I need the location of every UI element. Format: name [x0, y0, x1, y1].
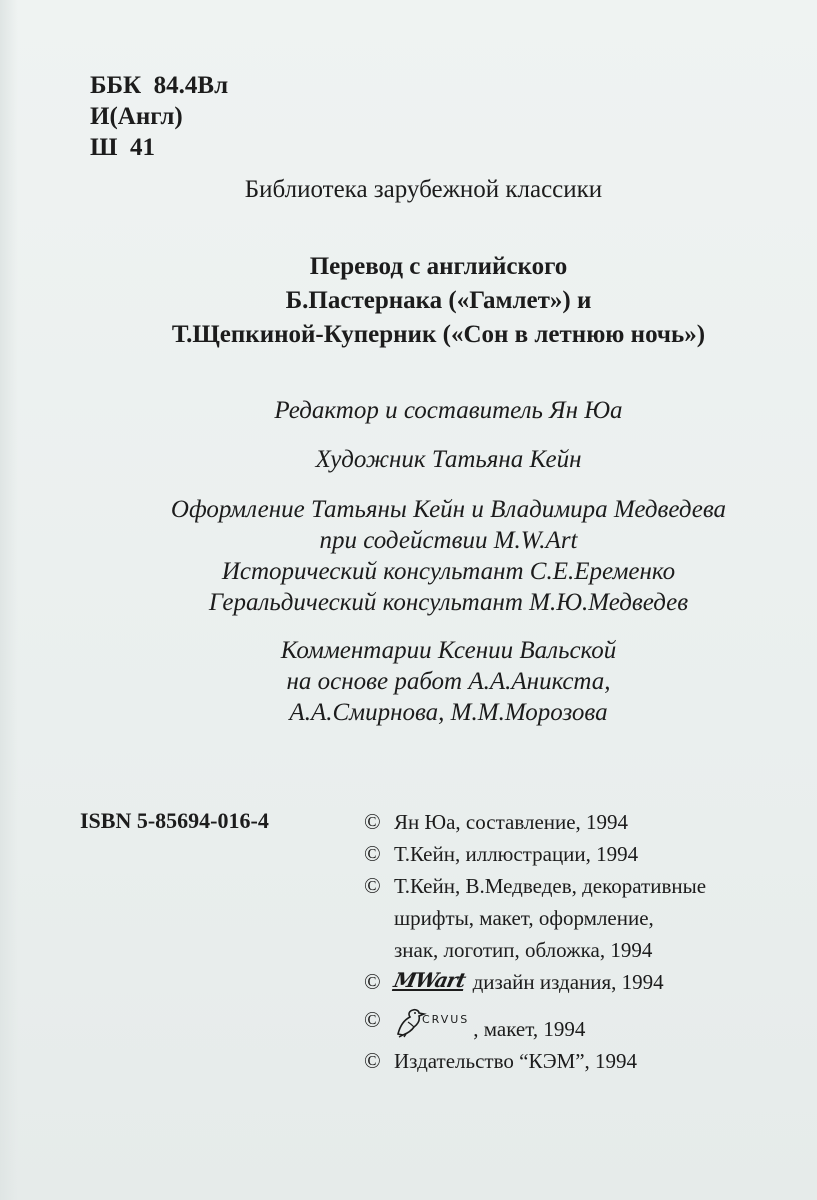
copyright-text: Издательство “КЭМ”, 1994	[394, 1049, 638, 1073]
series-title: Библиотека зарубежной классики	[244, 176, 603, 203]
copyright-icon: ©	[364, 873, 381, 898]
copyright-icon: ©	[364, 1048, 381, 1073]
copyright-text: , макет, 1994	[473, 1017, 586, 1041]
subject-code: И(Англ)	[90, 103, 183, 130]
translation-line-3: Т.Щепкиной-Куперник («Сон в летнюю ночь»)	[171, 321, 706, 348]
design-line-2: при содействии M.W.Art	[319, 527, 578, 554]
translation-line-1: Перевод с английского	[309, 253, 568, 280]
copyright-text: дизайн издания, 1994	[472, 970, 664, 994]
author-mark: Ш 41	[90, 134, 155, 161]
artist-credit: Художник Татьяна Кейн	[315, 446, 582, 473]
copyright-item	[364, 870, 706, 966]
comments-credits	[0, 635, 817, 728]
comments-line-3: А.А.Смирнова, М.М.Морозова	[289, 699, 608, 726]
comments-line-2: на основе работ А.А.Аникста,	[286, 668, 611, 695]
editor-credit: Редактор и составитель Ян Юа	[274, 397, 623, 424]
copyright-icon: ©	[364, 969, 381, 994]
design-credits	[0, 494, 817, 618]
comments-line-1: Комментарии Ксении Вальской	[280, 637, 617, 664]
copyright-list	[364, 806, 706, 1077]
design-line-3: Исторический консультант С.Е.Еременко	[221, 558, 676, 585]
copyright-icon: ©	[364, 1007, 381, 1032]
corvus-wordmark: CRVUS	[422, 1013, 470, 1026]
classification-block	[90, 70, 228, 163]
copyright-item	[364, 1004, 706, 1045]
copyright-icon: ©	[364, 841, 381, 866]
corvus-logo-icon	[394, 1004, 469, 1038]
translation-credits	[0, 250, 817, 352]
design-line-1: Оформление Татьяны Кейн и Владимира Медведева	[170, 496, 727, 523]
copyright-text: шрифты, макет, оформление,	[394, 906, 654, 930]
mwart-logo-icon: MWart	[391, 968, 468, 992]
copyright-item	[364, 966, 706, 998]
copyright-item	[364, 1045, 706, 1077]
copyright-text: знак, логотип, обложка, 1994	[394, 938, 653, 962]
design-line-4: Геральдический консультант М.Ю.Медведев	[208, 589, 689, 616]
copyright-text: Т.Кейн, В.Медведев, декоративные	[394, 874, 707, 898]
copyright-text: Ян Юа, составление, 1994	[394, 810, 629, 834]
bbk-code: ББК 84.4Вл	[90, 72, 229, 99]
isbn-number: ISBN 5-85694-016-4	[80, 808, 269, 833]
copyright-item	[364, 838, 706, 870]
translation-line-2: Б.Пастернака («Гамлет») и	[285, 287, 592, 314]
copyright-item	[364, 806, 706, 838]
copyright-icon: ©	[364, 809, 381, 834]
copyright-text: Т.Кейн, иллюстрации, 1994	[394, 842, 639, 866]
